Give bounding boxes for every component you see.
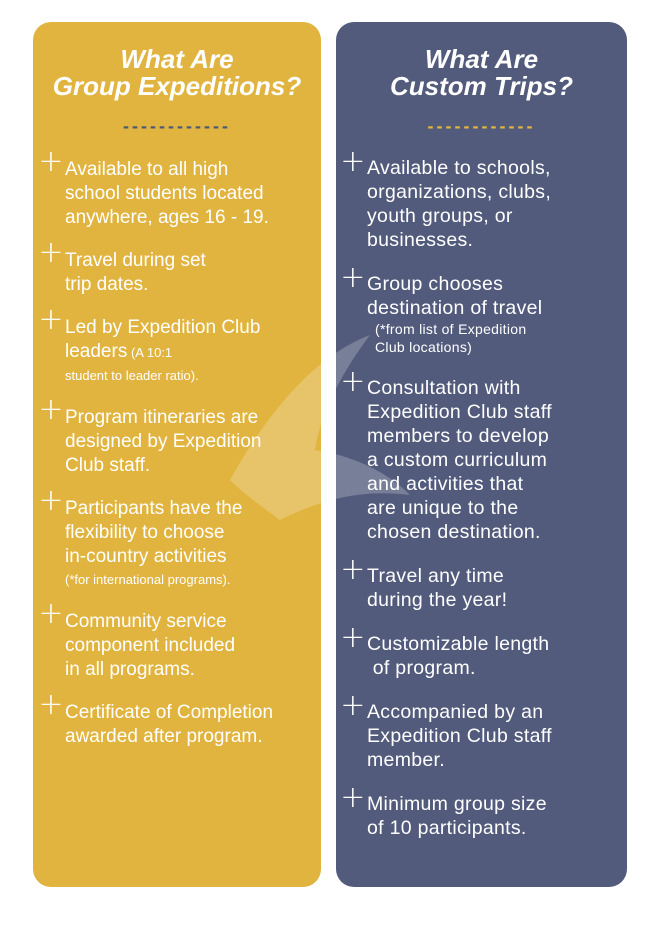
list-item (339, 144, 625, 252)
plus-icon: + (340, 780, 366, 815)
item-text: Accompanied by an (367, 701, 544, 723)
item-text: flexibility to choose (65, 522, 225, 543)
title-line: What Are (120, 44, 234, 74)
item-text: Program itineraries are (65, 407, 259, 428)
custom-features-list (339, 144, 625, 854)
list-item (37, 483, 319, 591)
item-text: Minimum group size (367, 793, 547, 815)
item-text: anywhere, ages 16 - 19. (65, 207, 269, 228)
custom-trips-title (336, 46, 627, 100)
item-text: Customizable length (367, 633, 550, 655)
item-note: (*from list of Expedition (375, 321, 527, 337)
plus-icon: + (340, 552, 366, 587)
item-text: in-country activities (65, 546, 227, 567)
item-text: and activities that (367, 473, 524, 495)
item-text: Expedition Club staff (367, 725, 552, 747)
list-item (339, 364, 625, 544)
list-item (37, 144, 319, 230)
item-text: school students located (65, 183, 264, 204)
group-features-list (37, 144, 319, 760)
plus-icon: + (38, 392, 64, 427)
item-text: chosen destination. (367, 521, 541, 543)
list-item (37, 302, 319, 387)
item-text: Led by Expedition Club (65, 317, 261, 338)
item-text: leaders (65, 341, 128, 362)
list-item (339, 552, 625, 612)
plus-icon: + (38, 235, 64, 270)
title-divider: ------------ (123, 116, 231, 136)
item-text: awarded after program. (65, 726, 263, 747)
list-item (37, 687, 319, 749)
item-text: Participants have the (65, 498, 243, 519)
list-item (37, 596, 319, 682)
plus-icon: + (38, 687, 64, 722)
item-text: Community service (65, 611, 227, 632)
item-text: are unique to the (367, 497, 519, 519)
list-item (339, 688, 625, 772)
title-line: Custom Trips? (390, 71, 573, 101)
item-text: youth groups, or (367, 205, 513, 227)
item-text: during the year! (367, 589, 508, 611)
plus-icon: + (340, 620, 366, 655)
item-text: members to develop (367, 425, 550, 447)
item-text: component included (65, 635, 236, 656)
item-text: organizations, clubs, (367, 181, 552, 203)
item-text: Group chooses (367, 273, 504, 295)
plus-icon: + (38, 483, 64, 518)
group-expeditions-panel (33, 22, 321, 887)
group-expeditions-title (33, 46, 321, 100)
plus-icon: + (38, 144, 64, 179)
list-item (37, 392, 319, 478)
list-item (339, 260, 625, 356)
item-text: Available to all high (65, 159, 229, 180)
plus-icon: + (340, 364, 366, 399)
item-text: Travel during set (65, 250, 206, 271)
item-text: designed by Expedition (65, 431, 262, 452)
list-item (339, 780, 625, 840)
item-text: of 10 participants. (367, 817, 527, 839)
plus-icon: + (340, 260, 366, 295)
item-text: trip dates. (65, 274, 149, 295)
item-text: a custom curriculum (367, 449, 548, 471)
item-text: of program. (367, 657, 476, 679)
custom-trips-panel (336, 22, 627, 887)
list-item (37, 235, 319, 297)
item-text: Expedition Club staff (367, 401, 552, 423)
item-note: (A 10:1 (127, 345, 173, 360)
item-text: destination of travel (367, 297, 543, 319)
title-line: What Are (424, 44, 539, 74)
title-divider: ------------ (427, 116, 536, 136)
item-note: Club locations) (375, 339, 473, 355)
plus-icon: + (340, 144, 366, 179)
item-text: businesses. (367, 229, 474, 251)
item-text: Travel any time (367, 565, 505, 587)
plus-icon: + (340, 688, 366, 723)
item-text: member. (367, 749, 445, 771)
item-text: in all programs. (65, 659, 195, 680)
item-text-with-note (65, 340, 319, 365)
plus-icon: + (38, 302, 64, 337)
list-item (339, 620, 625, 680)
item-note: student to leader ratio). (65, 368, 199, 383)
item-text: Club staff. (65, 455, 151, 476)
item-text: Certificate of Completion (65, 702, 274, 723)
item-text: Consultation with (367, 377, 521, 399)
title-line: Group Expeditions? (52, 71, 302, 101)
plus-icon: + (38, 596, 64, 631)
item-text: Available to schools, (367, 157, 551, 179)
item-note: (*for international programs). (65, 572, 231, 587)
